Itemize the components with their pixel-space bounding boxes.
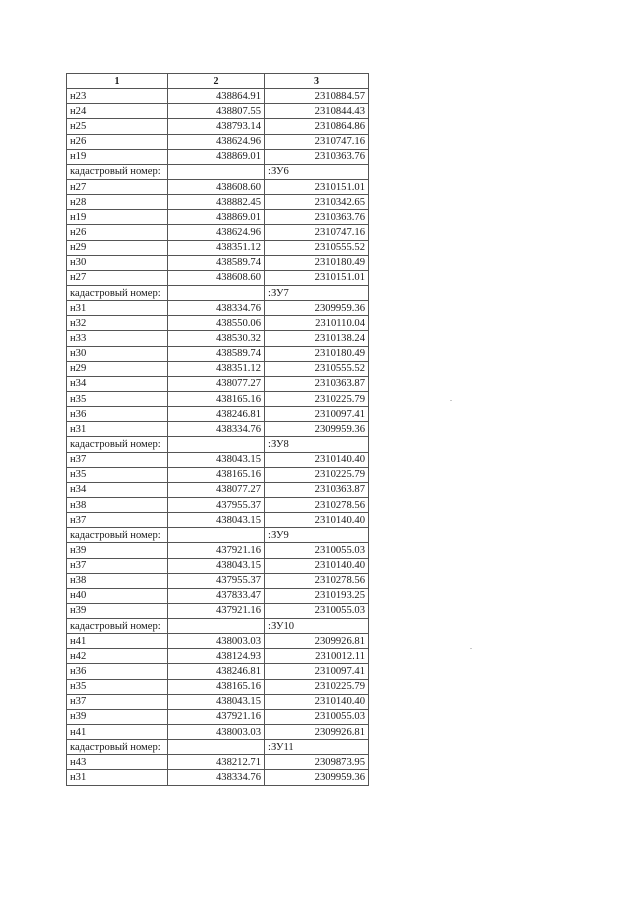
column-header-2: 2 bbox=[168, 74, 265, 89]
table-row bbox=[67, 422, 369, 437]
point-id-cell: н38 bbox=[67, 497, 168, 512]
cadastral-spacer bbox=[168, 285, 265, 300]
table-row bbox=[67, 634, 369, 649]
x-coordinate-cell: 438043.15 bbox=[168, 513, 265, 528]
point-id-cell: н24 bbox=[67, 104, 168, 119]
point-id-cell: н37 bbox=[67, 452, 168, 467]
y-coordinate-cell: 2310278.56 bbox=[265, 573, 369, 588]
cadastral-row bbox=[67, 740, 369, 755]
cadastral-spacer bbox=[168, 740, 265, 755]
y-coordinate-cell: 2310363.87 bbox=[265, 376, 369, 391]
table-row bbox=[67, 134, 369, 149]
x-coordinate-cell: 437921.16 bbox=[168, 543, 265, 558]
cadastral-row bbox=[67, 437, 369, 452]
table-row bbox=[67, 270, 369, 285]
x-coordinate-cell: 438608.60 bbox=[168, 270, 265, 285]
x-coordinate-cell: 438882.45 bbox=[168, 195, 265, 210]
y-coordinate-cell: 2309873.95 bbox=[265, 755, 369, 770]
y-coordinate-cell: 2310363.76 bbox=[265, 149, 369, 164]
table-header bbox=[67, 74, 369, 89]
x-coordinate-cell: 437955.37 bbox=[168, 573, 265, 588]
cadastral-value: :ЗУ10 bbox=[265, 619, 369, 634]
x-coordinate-cell: 438864.91 bbox=[168, 89, 265, 104]
cadastral-label: кадастровый номер: bbox=[67, 164, 168, 179]
table-row bbox=[67, 770, 369, 785]
table-row bbox=[67, 649, 369, 664]
y-coordinate-cell: 2310055.03 bbox=[265, 543, 369, 558]
y-coordinate-cell: 2310140.40 bbox=[265, 513, 369, 528]
x-coordinate-cell: 438334.76 bbox=[168, 770, 265, 785]
table-row bbox=[67, 376, 369, 391]
x-coordinate-cell: 438124.93 bbox=[168, 649, 265, 664]
point-id-cell: н35 bbox=[67, 467, 168, 482]
point-id-cell: н34 bbox=[67, 376, 168, 391]
x-coordinate-cell: 438077.27 bbox=[168, 376, 265, 391]
table-row bbox=[67, 149, 369, 164]
table-row bbox=[67, 497, 369, 512]
cadastral-spacer bbox=[168, 619, 265, 634]
point-id-cell: н41 bbox=[67, 725, 168, 740]
point-id-cell: н26 bbox=[67, 134, 168, 149]
table-body bbox=[67, 89, 369, 785]
x-coordinate-cell: 437955.37 bbox=[168, 497, 265, 512]
y-coordinate-cell: 2310342.65 bbox=[265, 195, 369, 210]
table-row bbox=[67, 331, 369, 346]
cadastral-spacer bbox=[168, 528, 265, 543]
y-coordinate-cell: 2310055.03 bbox=[265, 603, 369, 618]
point-id-cell: н19 bbox=[67, 149, 168, 164]
point-id-cell: н28 bbox=[67, 195, 168, 210]
table-row bbox=[67, 316, 369, 331]
y-coordinate-cell: 2310747.16 bbox=[265, 134, 369, 149]
y-coordinate-cell: 2309926.81 bbox=[265, 634, 369, 649]
y-coordinate-cell: 2309959.36 bbox=[265, 301, 369, 316]
point-id-cell: н19 bbox=[67, 210, 168, 225]
y-coordinate-cell: 2309959.36 bbox=[265, 770, 369, 785]
x-coordinate-cell: 438165.16 bbox=[168, 679, 265, 694]
y-coordinate-cell: 2310012.11 bbox=[265, 649, 369, 664]
header-row bbox=[67, 74, 369, 89]
y-coordinate-cell: 2310363.76 bbox=[265, 210, 369, 225]
point-id-cell: н34 bbox=[67, 482, 168, 497]
x-coordinate-cell: 438077.27 bbox=[168, 482, 265, 497]
x-coordinate-cell: 437921.16 bbox=[168, 603, 265, 618]
x-coordinate-cell: 438589.74 bbox=[168, 255, 265, 270]
point-id-cell: н37 bbox=[67, 694, 168, 709]
table-row bbox=[67, 664, 369, 679]
cadastral-value: :ЗУ9 bbox=[265, 528, 369, 543]
cadastral-row bbox=[67, 164, 369, 179]
cadastral-value: :ЗУ7 bbox=[265, 285, 369, 300]
point-id-cell: н37 bbox=[67, 558, 168, 573]
x-coordinate-cell: 438530.32 bbox=[168, 331, 265, 346]
y-coordinate-cell: 2310138.24 bbox=[265, 331, 369, 346]
cadastral-spacer bbox=[168, 437, 265, 452]
cadastral-label: кадастровый номер: bbox=[67, 285, 168, 300]
y-coordinate-cell: 2310884.57 bbox=[265, 89, 369, 104]
y-coordinate-cell: 2310278.56 bbox=[265, 497, 369, 512]
table-row bbox=[67, 346, 369, 361]
y-coordinate-cell: 2310097.41 bbox=[265, 407, 369, 422]
y-coordinate-cell: 2310180.49 bbox=[265, 346, 369, 361]
x-coordinate-cell: 437833.47 bbox=[168, 588, 265, 603]
point-id-cell: н36 bbox=[67, 664, 168, 679]
point-id-cell: н33 bbox=[67, 331, 168, 346]
table-row bbox=[67, 391, 369, 406]
y-coordinate-cell: 2310225.79 bbox=[265, 679, 369, 694]
table-row bbox=[67, 210, 369, 225]
x-coordinate-cell: 438165.16 bbox=[168, 391, 265, 406]
y-coordinate-cell: 2309926.81 bbox=[265, 725, 369, 740]
point-id-cell: н36 bbox=[67, 407, 168, 422]
column-header-3: 3 bbox=[265, 74, 369, 89]
table-row bbox=[67, 725, 369, 740]
cadastral-label: кадастровый номер: bbox=[67, 740, 168, 755]
table-row bbox=[67, 407, 369, 422]
x-coordinate-cell: 438043.15 bbox=[168, 558, 265, 573]
y-coordinate-cell: 2310151.01 bbox=[265, 270, 369, 285]
point-id-cell: н39 bbox=[67, 543, 168, 558]
x-coordinate-cell: 438212.71 bbox=[168, 755, 265, 770]
y-coordinate-cell: 2310225.79 bbox=[265, 467, 369, 482]
y-coordinate-cell: 2310844.43 bbox=[265, 104, 369, 119]
scan-speck bbox=[450, 400, 452, 401]
y-coordinate-cell: 2310140.40 bbox=[265, 452, 369, 467]
x-coordinate-cell: 438334.76 bbox=[168, 301, 265, 316]
y-coordinate-cell: 2310110.04 bbox=[265, 316, 369, 331]
y-coordinate-cell: 2310055.03 bbox=[265, 709, 369, 724]
table-row bbox=[67, 301, 369, 316]
table-row bbox=[67, 679, 369, 694]
point-id-cell: н27 bbox=[67, 179, 168, 194]
table-row bbox=[67, 709, 369, 724]
y-coordinate-cell: 2310225.79 bbox=[265, 391, 369, 406]
x-coordinate-cell: 438869.01 bbox=[168, 210, 265, 225]
y-coordinate-cell: 2310193.25 bbox=[265, 588, 369, 603]
point-id-cell: н37 bbox=[67, 513, 168, 528]
table-row bbox=[67, 755, 369, 770]
point-id-cell: н25 bbox=[67, 119, 168, 134]
cadastral-label: кадастровый номер: bbox=[67, 437, 168, 452]
table-row bbox=[67, 543, 369, 558]
x-coordinate-cell: 438624.96 bbox=[168, 134, 265, 149]
x-coordinate-cell: 438589.74 bbox=[168, 346, 265, 361]
y-coordinate-cell: 2310151.01 bbox=[265, 179, 369, 194]
point-id-cell: н31 bbox=[67, 770, 168, 785]
point-id-cell: н32 bbox=[67, 316, 168, 331]
table-row bbox=[67, 195, 369, 210]
table-row bbox=[67, 179, 369, 194]
table-row bbox=[67, 558, 369, 573]
cadastral-row bbox=[67, 528, 369, 543]
point-id-cell: н39 bbox=[67, 709, 168, 724]
coordinates-table bbox=[66, 73, 369, 786]
point-id-cell: н26 bbox=[67, 225, 168, 240]
x-coordinate-cell: 438003.03 bbox=[168, 634, 265, 649]
point-id-cell: н42 bbox=[67, 649, 168, 664]
x-coordinate-cell: 438793.14 bbox=[168, 119, 265, 134]
table-row bbox=[67, 255, 369, 270]
x-coordinate-cell: 437921.16 bbox=[168, 709, 265, 724]
y-coordinate-cell: 2310747.16 bbox=[265, 225, 369, 240]
x-coordinate-cell: 438043.15 bbox=[168, 452, 265, 467]
point-id-cell: н43 bbox=[67, 755, 168, 770]
x-coordinate-cell: 438869.01 bbox=[168, 149, 265, 164]
y-coordinate-cell: 2310864.86 bbox=[265, 119, 369, 134]
point-id-cell: н29 bbox=[67, 240, 168, 255]
table-row bbox=[67, 694, 369, 709]
point-id-cell: н39 bbox=[67, 603, 168, 618]
cadastral-label: кадастровый номер: bbox=[67, 528, 168, 543]
x-coordinate-cell: 438550.06 bbox=[168, 316, 265, 331]
x-coordinate-cell: 438003.03 bbox=[168, 725, 265, 740]
y-coordinate-cell: 2310140.40 bbox=[265, 558, 369, 573]
scan-speck bbox=[470, 648, 472, 649]
point-id-cell: н30 bbox=[67, 346, 168, 361]
x-coordinate-cell: 438043.15 bbox=[168, 694, 265, 709]
x-coordinate-cell: 438246.81 bbox=[168, 664, 265, 679]
cadastral-row bbox=[67, 285, 369, 300]
cadastral-spacer bbox=[168, 164, 265, 179]
point-id-cell: н35 bbox=[67, 679, 168, 694]
x-coordinate-cell: 438165.16 bbox=[168, 467, 265, 482]
point-id-cell: н35 bbox=[67, 391, 168, 406]
y-coordinate-cell: 2310140.40 bbox=[265, 694, 369, 709]
x-coordinate-cell: 438624.96 bbox=[168, 225, 265, 240]
x-coordinate-cell: 438334.76 bbox=[168, 422, 265, 437]
point-id-cell: н27 bbox=[67, 270, 168, 285]
table-row bbox=[67, 89, 369, 104]
point-id-cell: н40 bbox=[67, 588, 168, 603]
y-coordinate-cell: 2310180.49 bbox=[265, 255, 369, 270]
x-coordinate-cell: 438807.55 bbox=[168, 104, 265, 119]
column-header-1: 1 bbox=[67, 74, 168, 89]
cadastral-label: кадастровый номер: bbox=[67, 619, 168, 634]
point-id-cell: н23 bbox=[67, 89, 168, 104]
point-id-cell: н38 bbox=[67, 573, 168, 588]
cadastral-value: :ЗУ11 bbox=[265, 740, 369, 755]
table-row bbox=[67, 452, 369, 467]
y-coordinate-cell: 2310363.87 bbox=[265, 482, 369, 497]
point-id-cell: н41 bbox=[67, 634, 168, 649]
table-row bbox=[67, 573, 369, 588]
table-row bbox=[67, 225, 369, 240]
cadastral-value: :ЗУ8 bbox=[265, 437, 369, 452]
x-coordinate-cell: 438351.12 bbox=[168, 240, 265, 255]
point-id-cell: н29 bbox=[67, 361, 168, 376]
table-row bbox=[67, 603, 369, 618]
cadastral-value: :ЗУ6 bbox=[265, 164, 369, 179]
cadastral-row bbox=[67, 619, 369, 634]
table-row bbox=[67, 361, 369, 376]
table-row bbox=[67, 588, 369, 603]
y-coordinate-cell: 2310555.52 bbox=[265, 361, 369, 376]
point-id-cell: н31 bbox=[67, 301, 168, 316]
x-coordinate-cell: 438246.81 bbox=[168, 407, 265, 422]
table-row bbox=[67, 119, 369, 134]
table-row bbox=[67, 104, 369, 119]
table-row bbox=[67, 240, 369, 255]
table-row bbox=[67, 467, 369, 482]
table-row bbox=[67, 482, 369, 497]
table-row bbox=[67, 513, 369, 528]
point-id-cell: н31 bbox=[67, 422, 168, 437]
x-coordinate-cell: 438351.12 bbox=[168, 361, 265, 376]
y-coordinate-cell: 2310555.52 bbox=[265, 240, 369, 255]
y-coordinate-cell: 2310097.41 bbox=[265, 664, 369, 679]
point-id-cell: н30 bbox=[67, 255, 168, 270]
y-coordinate-cell: 2309959.36 bbox=[265, 422, 369, 437]
x-coordinate-cell: 438608.60 bbox=[168, 179, 265, 194]
